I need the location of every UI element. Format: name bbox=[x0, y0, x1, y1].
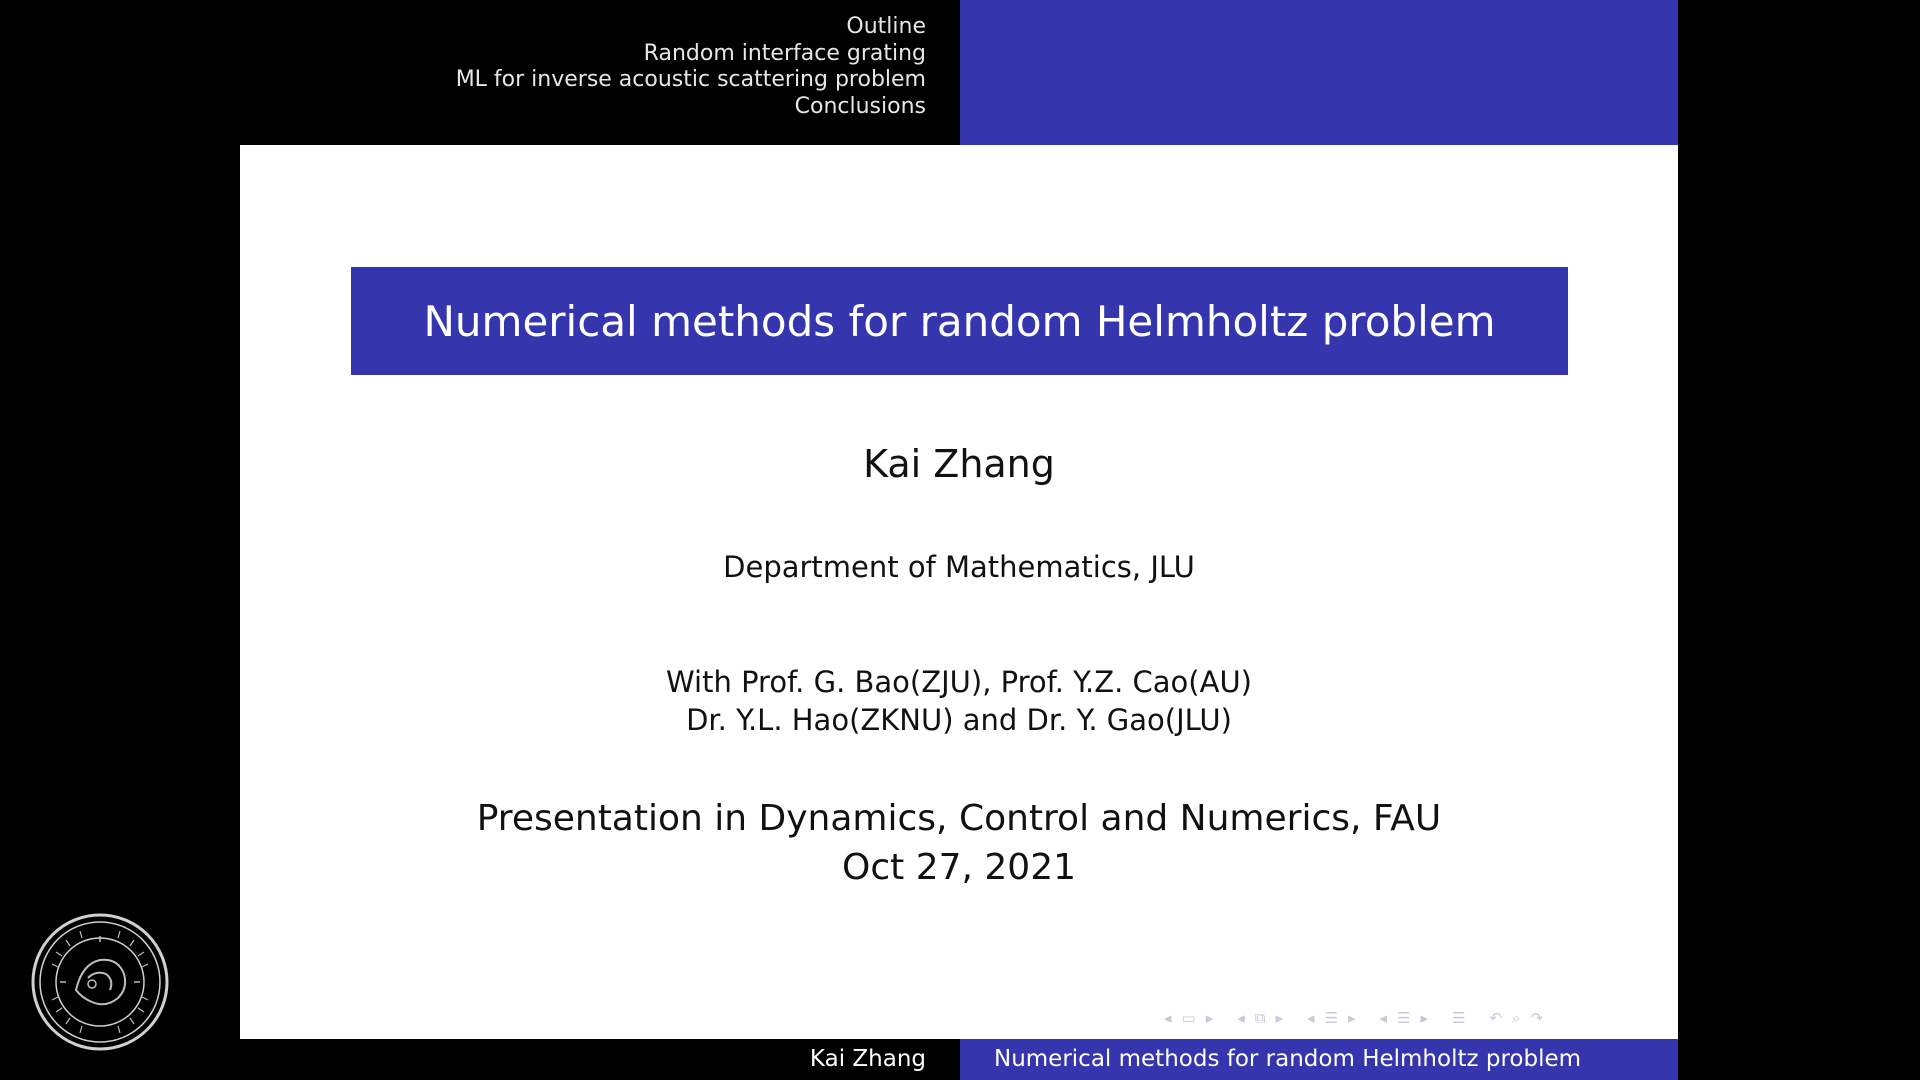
nav-ml-inverse-scattering[interactable]: ML for inverse acoustic scattering problem bbox=[455, 67, 926, 92]
footer-author: Kai Zhang bbox=[809, 1046, 926, 1072]
section-prev-icon[interactable]: ◂ bbox=[1307, 1009, 1315, 1027]
search-icon[interactable]: ⌕ bbox=[1512, 1009, 1521, 1027]
footer-title-box bbox=[960, 1039, 1678, 1080]
subsection-icon[interactable]: ⧉ bbox=[1254, 1009, 1266, 1027]
frame-icon[interactable]: ▭ bbox=[1181, 1009, 1196, 1027]
frame-next-icon[interactable]: ▸ bbox=[1205, 1009, 1214, 1027]
slide bbox=[240, 0, 1678, 1080]
nav-outline[interactable]: Outline bbox=[846, 14, 926, 39]
presentation-prev-icon[interactable]: ◂ bbox=[1379, 1009, 1388, 1027]
outline-nav bbox=[240, 14, 960, 120]
back-icon[interactable]: ↶ bbox=[1489, 1009, 1503, 1027]
institute: Department of Mathematics, JLU bbox=[723, 550, 1195, 584]
presentation-icon[interactable]: ☰ bbox=[1397, 1009, 1411, 1027]
collaborators-line-1: With Prof. G. Bao(ZJU), Prof. Y.Z. Cao(AU) bbox=[666, 665, 1252, 699]
nav-conclusions[interactable]: Conclusions bbox=[794, 93, 926, 119]
date: Oct 27, 2021 bbox=[842, 847, 1076, 888]
headline-right bbox=[960, 0, 1678, 145]
headline-left bbox=[240, 0, 960, 145]
forward-icon[interactable]: ↷ bbox=[1530, 1009, 1544, 1027]
nav-random-interface-grating[interactable]: Random interface grating bbox=[643, 40, 926, 66]
author: Kai Zhang bbox=[863, 442, 1055, 486]
subsection-prev-icon[interactable]: ◂ bbox=[1237, 1009, 1245, 1027]
slide-body bbox=[240, 145, 1678, 1039]
section-next-icon[interactable]: ▸ bbox=[1348, 1009, 1356, 1027]
appendix-icon[interactable]: ☰ bbox=[1452, 1009, 1466, 1027]
event: Presentation in Dynamics, Control and Numerics, FAU bbox=[476, 798, 1442, 839]
frame-prev-icon[interactable]: ◂ bbox=[1164, 1009, 1172, 1027]
university-seal-icon bbox=[30, 912, 170, 1052]
title-box bbox=[351, 267, 1568, 375]
section-icon[interactable]: ☰ bbox=[1324, 1009, 1339, 1027]
subsection-next-icon[interactable]: ▸ bbox=[1275, 1009, 1284, 1027]
footer-author-box bbox=[240, 1039, 960, 1080]
slide-title: Numerical methods for random Helmholtz problem bbox=[423, 296, 1496, 346]
collaborators-line-2: Dr. Y.L. Hao(ZKNU) and Dr. Y. Gao(JLU) bbox=[686, 703, 1232, 737]
beamer-nav-symbols bbox=[1164, 1007, 1664, 1029]
presentation-next-icon[interactable]: ▸ bbox=[1420, 1009, 1429, 1027]
footer-title: Numerical methods for random Helmholtz problem bbox=[994, 1046, 1582, 1072]
